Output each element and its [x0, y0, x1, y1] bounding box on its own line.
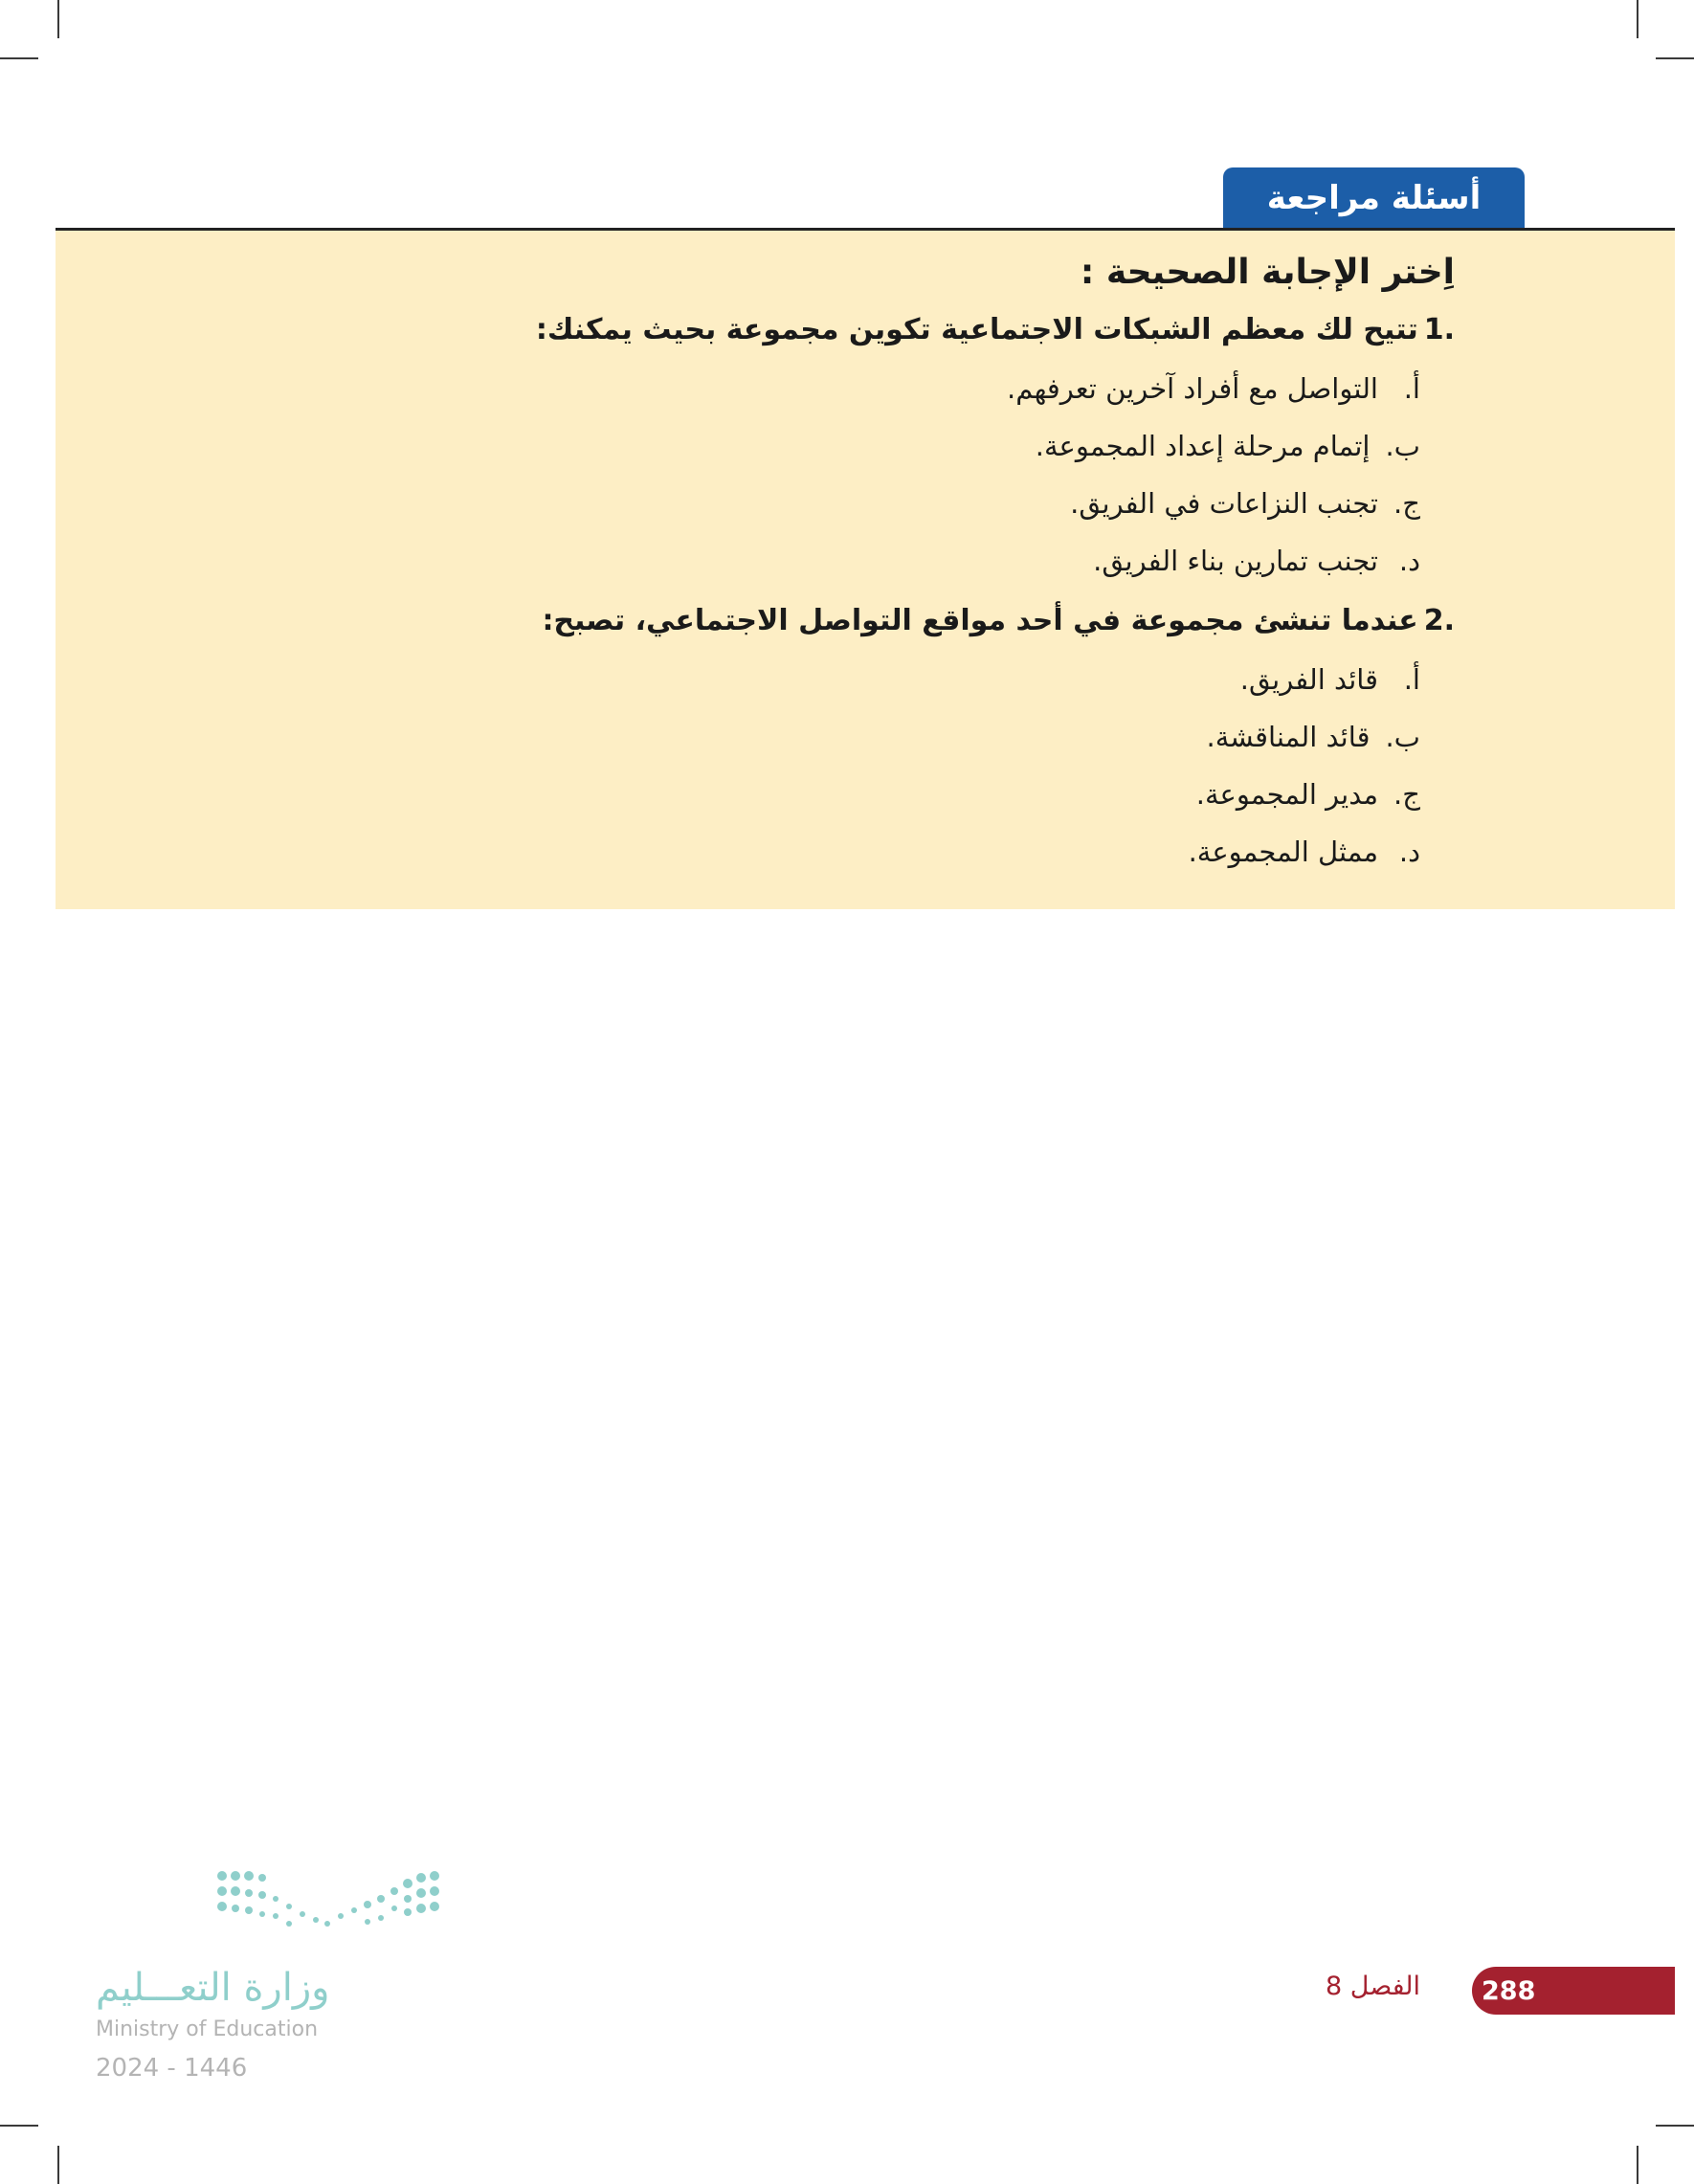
option-letter: ج. [1393, 778, 1420, 811]
crop-mark [57, 0, 59, 38]
option [536, 475, 1455, 532]
crop-mark [1637, 2146, 1638, 2184]
page-number: 288 [1482, 1975, 1536, 2006]
option [536, 823, 1455, 880]
option [536, 360, 1455, 417]
question-text: عندما تنشئ مجموعة في أحد مواقع التواصل الاجتماعي، تصبح: [542, 604, 1418, 637]
section-tab: أسئلة مراجعة [1223, 167, 1525, 229]
ministry-name-arabic: وزارة التعـــليم [96, 1966, 330, 2010]
option-letter: ب. [1385, 430, 1420, 462]
chapter-label: الفصل 8 [1326, 1972, 1421, 2001]
question-number: 2. [1423, 604, 1455, 637]
option-text: التواصل مع أفراد آخرين تعرفهم. [1007, 372, 1378, 405]
instruction: اِختر الإجابة الصحيحة : [1080, 253, 1455, 292]
question-1 [536, 308, 1455, 352]
page-number-badge [1472, 1967, 1675, 2015]
option [536, 532, 1455, 590]
question-text: تتيح لك معظم الشبكات الاجتماعية تكوين مجموعة بحيث يمكنك: [535, 313, 1418, 346]
option-letter: د. [1398, 545, 1420, 577]
crop-mark [1656, 2125, 1694, 2127]
ministry-year: 2024 - 1446 [96, 2054, 248, 2083]
option-letter: ب. [1385, 721, 1420, 753]
option-letter: د. [1398, 836, 1420, 868]
question-2 [536, 599, 1455, 643]
ministry-logo-dots-icon [212, 1866, 452, 1952]
review-questions [536, 251, 1455, 880]
option [536, 417, 1455, 475]
crop-mark [57, 2146, 59, 2184]
option-text: مدير المجموعة. [1195, 778, 1378, 811]
option-letter: أ. [1403, 663, 1420, 696]
crop-mark [1656, 57, 1694, 59]
option-text: تجنب النزاعات في الفريق. [1070, 487, 1378, 520]
option-letter: أ. [1403, 372, 1420, 405]
crop-mark [0, 2125, 38, 2127]
option-text: قائد الفريق. [1239, 663, 1378, 696]
option [536, 708, 1455, 766]
ministry-name-english: Ministry of Education [96, 2017, 319, 2041]
crop-mark [1637, 0, 1638, 38]
option [536, 766, 1455, 823]
option-text: قائد المناقشة. [1206, 721, 1371, 753]
option-text: ممثل المجموعة. [1188, 836, 1378, 868]
question-number: 1. [1423, 313, 1455, 346]
option-text: تجنب تمارين بناء الفريق. [1093, 545, 1378, 577]
option [536, 651, 1455, 708]
crop-mark [0, 57, 38, 59]
option-text: إتمام مرحلة إعداد المجموعة. [1035, 430, 1371, 462]
option-letter: ج. [1393, 487, 1420, 520]
